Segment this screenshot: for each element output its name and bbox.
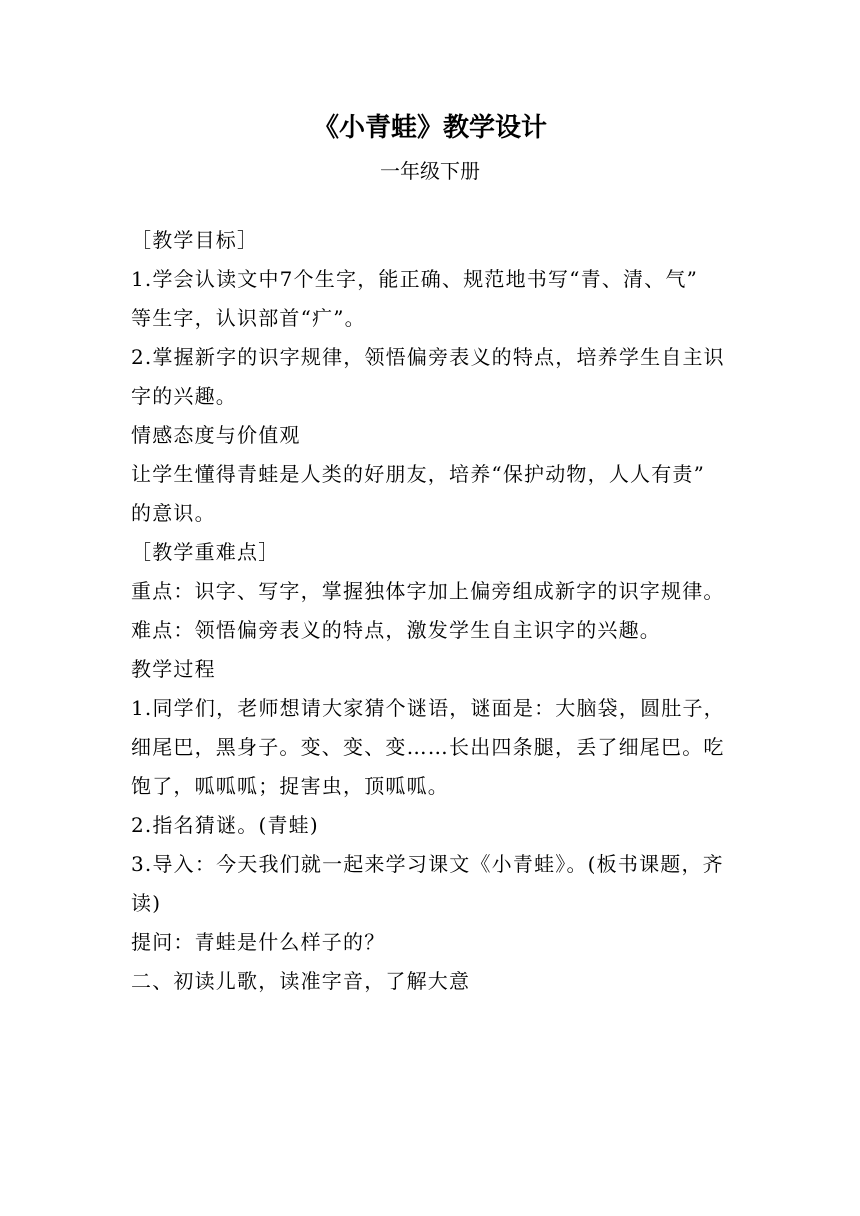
document-body <box>131 221 731 1001</box>
document-title: 《小青蛙》教学设计 <box>312 113 547 143</box>
attitude-line-2: 的意识。 <box>131 501 216 525</box>
document-subtitle: 一年级下册 <box>380 159 480 183</box>
section-heading-key-points: ［教学重难点］ <box>131 540 280 564</box>
key-point-line: 重点：识字、写字，掌握独体字加上偏旁组成新字的识字规律。 <box>131 579 725 603</box>
attitude-line-1: 让学生懂得青蛙是人类的好朋友，培养“保护动物，人人有责” <box>131 462 706 486</box>
objective-1-line-2: 等生字，认识部首“疒”。 <box>131 306 366 330</box>
question-line: 提问：青蛙是什么样子的？ <box>131 930 386 954</box>
section-heading-objectives: ［教学目标］ <box>131 228 259 252</box>
process-step-1-line-1: 1.同学们，老师想请大家猜个谜语，谜面是：大脑袋，圆肚子， <box>131 696 725 720</box>
subheading-attitude-values: 情感态度与价值观 <box>131 423 301 447</box>
process-step-3-line-1: 3.导入：今天我们就一起来学习课文《小青蛙》。(板书课题，齐 <box>131 852 724 876</box>
section-heading-first-reading: 二、初读儿歌，读准字音，了解大意 <box>131 969 471 993</box>
process-step-1-line-2: 细尾巴，黑身子。变、变、变……长出四条腿，丢了细尾巴。吃 <box>131 735 725 759</box>
process-step-1-line-3: 饱了，呱呱呱；捉害虫，顶呱呱。 <box>131 774 449 798</box>
objective-2-line-1: 2.掌握新字的识字规律，领悟偏旁表义的特点，培养学生自主识 <box>131 345 725 369</box>
objective-1-line-1: 1.学会认读文中7个生字，能正确、规范地书写“青、清、气” <box>131 267 699 291</box>
section-heading-process: 教学过程 <box>131 657 216 681</box>
process-step-3-line-2: 读) <box>131 891 162 915</box>
process-step-2-line: 2.指名猜谜。(青蛙) <box>131 813 319 837</box>
objective-2-line-2: 字的兴趣。 <box>131 384 237 408</box>
difficulty-line: 难点：领悟偏旁表义的特点，激发学生自主识字的兴趣。 <box>131 618 661 642</box>
